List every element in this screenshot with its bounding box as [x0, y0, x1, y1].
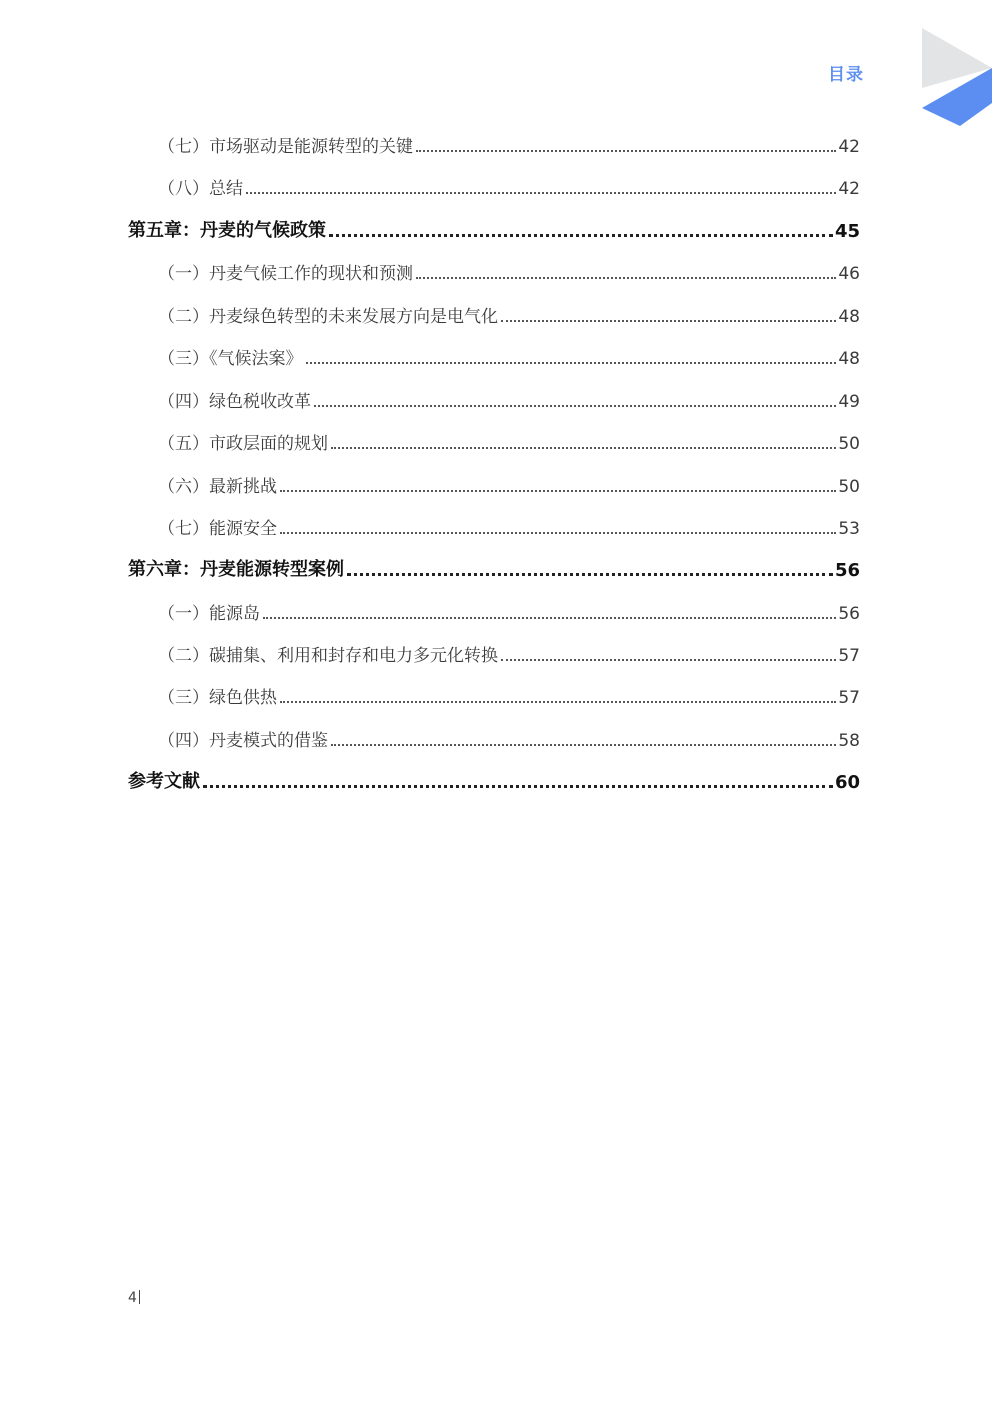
- toc-entry-page: 56: [838, 604, 860, 624]
- toc-entry-label: （五）市政层面的规划: [158, 434, 328, 454]
- toc-entry-page: 50: [838, 434, 860, 454]
- toc-entry-label: （八）总结: [158, 179, 243, 199]
- page-number-value: 4: [128, 1290, 137, 1306]
- toc-leader-dots: [280, 490, 836, 492]
- toc-leader-dots: [280, 532, 836, 534]
- corner-decoration: [922, 28, 992, 128]
- toc-entry-page: 50: [838, 477, 860, 497]
- toc-chapter-entry[interactable]: [128, 555, 860, 581]
- toc-leader-dots: [416, 277, 836, 279]
- toc-entry-label: （三）绿色供热: [158, 688, 277, 708]
- page-number-divider: [139, 1290, 140, 1304]
- toc-leader-dots: [416, 150, 836, 152]
- page-number: [128, 1290, 140, 1306]
- toc-entry-label: （三）《气候法案》: [158, 349, 303, 369]
- toc-entry-page: 49: [838, 392, 860, 412]
- toc-entry[interactable]: [158, 301, 860, 327]
- toc-entry[interactable]: [158, 258, 860, 284]
- toc-entry-page: 53: [838, 519, 860, 539]
- toc-entry-label: （二）碳捕集、利用和封存和电力多元化转换: [158, 646, 498, 666]
- toc-leader-dots: [331, 744, 836, 746]
- toc-entry-label: 参考文献: [128, 771, 200, 792]
- toc-entry-label: （二）丹麦绿色转型的未来发展方向是电气化: [158, 307, 498, 327]
- toc-leader-dots: [331, 447, 836, 449]
- toc-leader-dots: [306, 362, 837, 364]
- toc-chapter-entry[interactable]: [128, 767, 860, 793]
- toc-entry[interactable]: [158, 386, 860, 412]
- toc-leader-dots: [203, 785, 833, 788]
- toc-entry[interactable]: [158, 173, 860, 199]
- toc-entry-page: 58: [838, 731, 860, 751]
- toc-leader-dots: [314, 405, 836, 407]
- toc-entry-label: （一）能源岛: [158, 604, 260, 624]
- header-title: 目录: [828, 65, 864, 85]
- toc-entry-label: （六）最新挑战: [158, 477, 277, 497]
- toc-entry[interactable]: [158, 682, 860, 708]
- toc-leader-dots: [280, 701, 836, 703]
- toc-entry[interactable]: [158, 725, 860, 751]
- toc-leader-dots: [501, 320, 836, 322]
- toc-entry[interactable]: [158, 428, 860, 454]
- toc-entry-label: （四）绿色税收改革: [158, 392, 311, 412]
- toc-entry-label: 第六章：丹麦能源转型案例: [128, 559, 344, 580]
- toc-entry[interactable]: [158, 343, 860, 369]
- toc-leader-dots: [329, 234, 833, 237]
- toc-entry[interactable]: [158, 131, 860, 157]
- toc-entry-page: 42: [838, 179, 860, 199]
- toc-entry[interactable]: [158, 471, 860, 497]
- toc-entry[interactable]: [158, 513, 860, 539]
- toc-entry-page: 48: [838, 307, 860, 327]
- toc-entry-page: 60: [834, 772, 860, 793]
- toc-leader-dots: [246, 192, 836, 194]
- toc-entry-label: 第五章：丹麦的气候政策: [128, 220, 326, 241]
- toc-entry-page: 57: [838, 646, 860, 666]
- toc-entry-label: （七）市场驱动是能源转型的关键: [158, 137, 413, 157]
- toc-entry-page: 56: [834, 560, 860, 581]
- toc-entry-page: 45: [834, 221, 860, 242]
- toc-entry-label: （四）丹麦模式的借鉴: [158, 731, 328, 751]
- toc-leader-dots: [263, 617, 836, 619]
- toc-entry-page: 42: [838, 137, 860, 157]
- toc-entry-label: （一）丹麦气候工作的现状和预测: [158, 264, 413, 284]
- toc-leader-dots: [501, 659, 836, 661]
- toc-entry-page: 46: [838, 264, 860, 284]
- toc-entry-label: （七）能源安全: [158, 519, 277, 539]
- toc-entry[interactable]: [158, 640, 860, 666]
- toc-leader-dots: [347, 573, 833, 576]
- toc-entry-page: 57: [838, 688, 860, 708]
- toc-entry-page: 48: [838, 349, 860, 369]
- toc-entry[interactable]: [158, 598, 860, 624]
- toc-chapter-entry[interactable]: [128, 216, 860, 242]
